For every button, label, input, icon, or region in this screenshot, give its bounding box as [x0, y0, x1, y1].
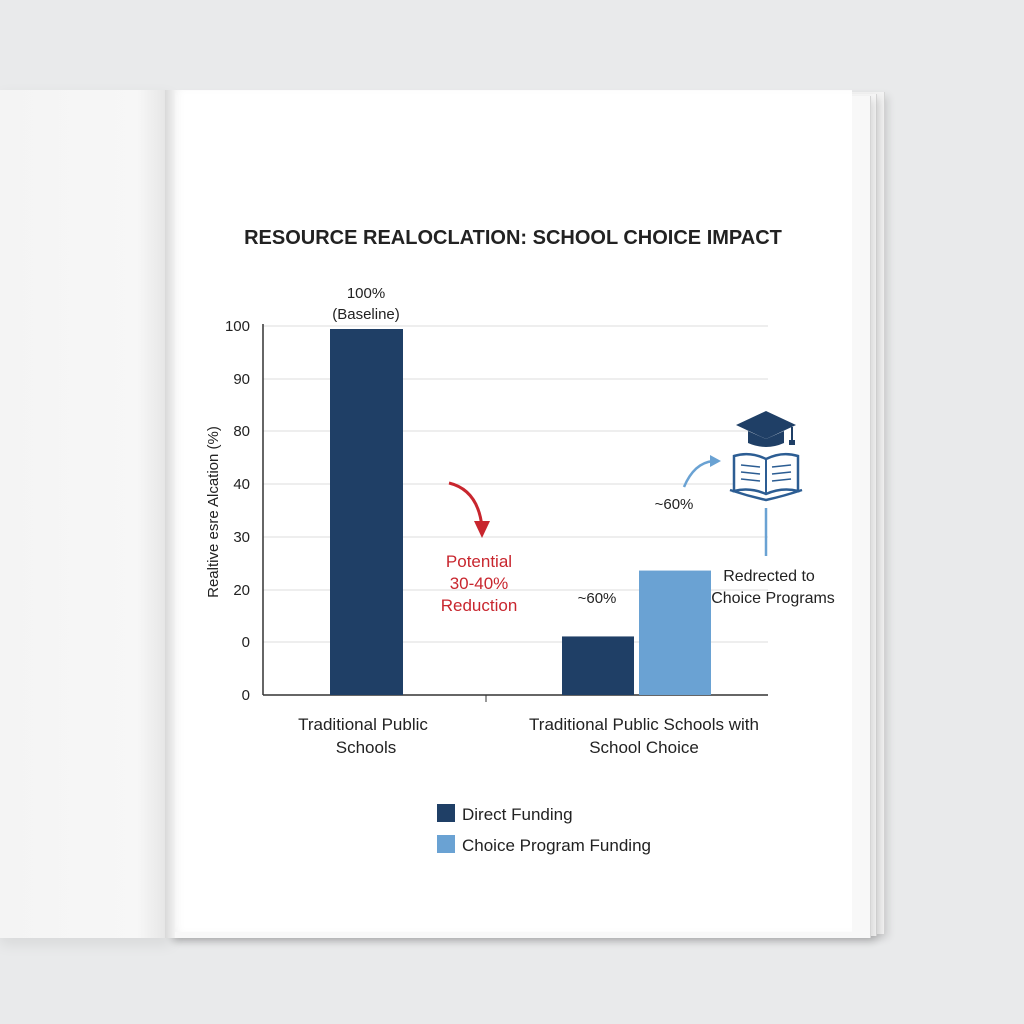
legend	[437, 804, 651, 855]
y-tick-label: 0	[241, 634, 250, 651]
y-axis-label: Realtive esre Alcation (%)	[205, 426, 222, 598]
category-label-1-line2: Schools	[335, 738, 397, 757]
redirect-arrowhead-icon	[710, 455, 721, 467]
reduction-label-2: 30-40%	[449, 574, 509, 593]
y-tick-labels	[225, 318, 250, 704]
reduction-arrow-icon	[449, 483, 482, 527]
category-label-2-line2: School Choice	[589, 738, 699, 757]
reduction-label-3: Reduction	[440, 596, 518, 615]
legend-swatch-choice	[437, 835, 455, 853]
chart-title: RESOURCE REALOCLATION: SCHOOL CHOICE IMPACT	[244, 227, 782, 249]
redirect-label-2: Choice Programs	[711, 590, 835, 607]
redirect-arrow-icon	[684, 461, 713, 487]
legend-swatch-direct	[437, 804, 455, 822]
y-tick-label: 40	[233, 476, 250, 493]
reduction-arrowhead-icon	[474, 521, 490, 538]
bar-direct-1	[330, 329, 403, 695]
legend-label-choice: Choice Program Funding	[462, 836, 651, 855]
category-label-1-line1: Traditional Public	[298, 715, 428, 734]
legend-label-direct: Direct Funding	[462, 805, 573, 824]
redirect-label-1: Redrected to	[723, 568, 815, 585]
data-label-direct-after: ~60%	[577, 590, 617, 607]
y-tick-label: 0	[241, 687, 250, 704]
data-label-baseline-text: (Baseline)	[332, 306, 400, 323]
y-tick-label: 90	[233, 371, 250, 388]
reduction-label-1: Potential	[445, 552, 513, 571]
bar-choice-2	[639, 571, 711, 695]
graduation-cap-book-icon	[730, 411, 802, 500]
bar-direct-2	[562, 636, 634, 695]
y-tick-label: 20	[233, 582, 250, 599]
y-tick-label: 100	[224, 318, 250, 335]
y-tick-label: 30	[233, 529, 250, 546]
data-label-baseline-pct: 100%	[346, 285, 386, 302]
y-tick-label: 80	[233, 423, 250, 440]
category-label-2-line1: Traditional Public Schools with	[529, 715, 759, 734]
data-label-choice-after: ~60%	[654, 496, 694, 513]
